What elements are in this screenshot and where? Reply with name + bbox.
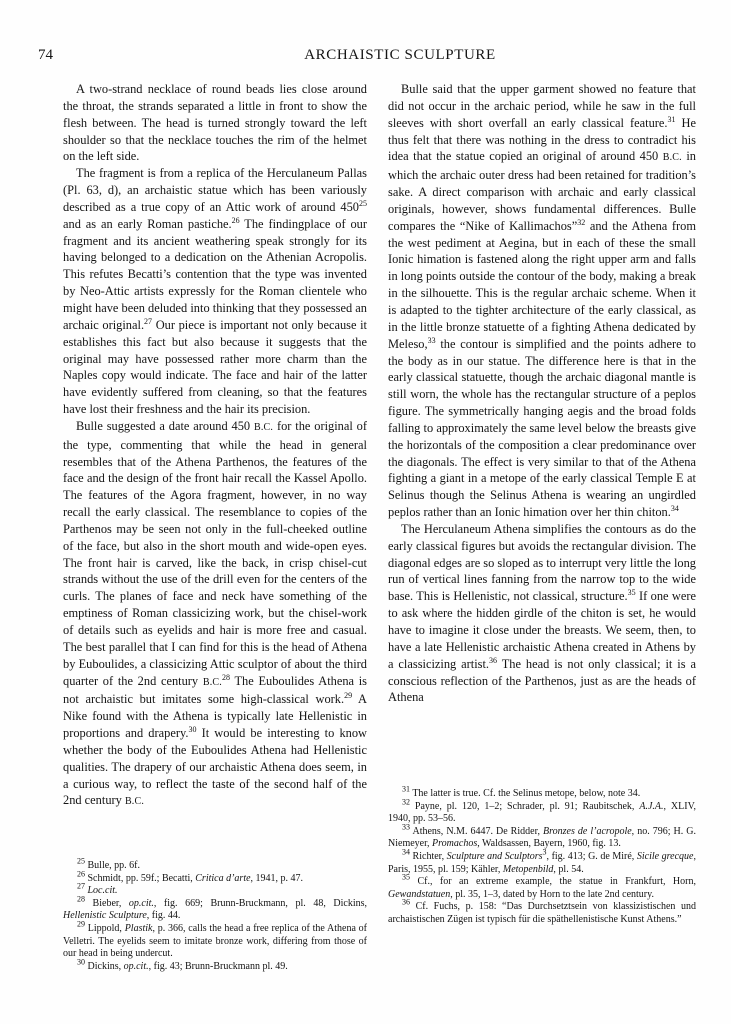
- text: , Paris, 1955, pl. 159; Kähler,: [388, 850, 696, 875]
- text: in which the archaic outer dress had been retained for tradition’s sake. A direct comparison with archaic and early classical originals, however, shows fundamental differences. Bulle compares the “Nike of Kallimachos”: [388, 149, 696, 233]
- text: , XLIV, 1940, pp. 53–56.: [388, 800, 697, 825]
- text: the contour is simplified and the points adhere to the body as in our statue. The difference here is that in the early classical statuette, though the archaic diagonal mantle is still worn, the whole has the rectangular structure of a peplos figure. The symmetrically hanging aegis and the broad folds falling to approximately the same level below the breasts give the horizontals of the composition a clear predominance over the diagonals. The effect is very similar to that of the Athena fighting a giant in a metope of the early classical Temple E at Selinus though the Selinus Athena is wearing an ungirdled peplos rather than an Ionic himation over her thin chiton.: [388, 336, 696, 520]
- italic-title: A.J.A.: [639, 800, 664, 812]
- text: Dickins,: [85, 960, 124, 972]
- edition-number: 3: [542, 847, 547, 857]
- footnote-number: 30: [77, 957, 85, 967]
- text: He thus felt that there was nothing in the dress to contradict his idea that the statue copied an original of around 450: [388, 115, 696, 164]
- paragraph-necklace: [63, 81, 367, 165]
- footnote-30: [63, 957, 367, 974]
- era-bc: B.C.: [124, 796, 145, 808]
- paragraph-fragment: [63, 165, 367, 418]
- era-bc: B.C.: [662, 152, 682, 164]
- text: A two-strand necklace of round beads lies close around the throat, the strands separated a little in front to show the flesh between. The head is turned strongly toward the left shoulder so that the necklace touches the rim of the helmet on the left side.: [63, 82, 367, 164]
- text: The findingplace of our fragment and its ancient weathering speak strongly for its having belonged to a dedication on the Athenian Acropolis. This refutes Becatti’s contention that the type was invented by Neo-Attic artists expressly for the Roman clientele who might have been deluded into thinking that they possessed an archaic original.: [63, 216, 367, 332]
- text: and the Athena from the west pediment at Aegina, but in each of these the small Ionic himation is fastened along the right upper arm and falls in long points outside the contour of the body, making a break in the silhouette. This is the regular archaic scheme. When it is adapted to the tighter architecture of the early classical, as in the little bronze statuette of a fighting Athena dedicated by Meleso,: [388, 218, 696, 351]
- text: for the original of the type, commenting that while the head in general resembles that of the Athena Parthenos, the features of the face and the design of the front hair recall the Kassel Apollo. The features of the Agora fragment, however, in no way recall the early classical. The resemblance to copies of the Parthenos may be seen not only in the full-cheeked outline of the face, but also in the short mouth and wide-open eyes. The front hair is carved, like the back, in crisp chisel-cut strands without the use of the drill even for the centers of the curls. The planes of face and neck have something of the emptiness of Roman classicizing work, but the chisel-work of details such as eyelids and hair is more free and casual. The best parallel that I can find for this is the head of Athena by Euboulides, a classicizing Attic sculptor of about the third quarter of the 2nd century: [63, 418, 367, 688]
- text: , fig. 44.: [146, 910, 181, 922]
- footnote-ref-33: 33: [427, 335, 436, 345]
- text: Bulle, pp. 6f.: [85, 860, 140, 871]
- text: If one were to ask where the hidden girdle of the chiton is set, he would have to imagine it close under the breasts. We seem, then, to have a late Hellenistic archaistic Athena created in Athens by a classicizing artist.: [388, 589, 696, 671]
- text: , p. 366, calls the head a free replica of the Athena of Velletri. The eyelids seem to imitate bronze work, differing from those of our head in being undercut.: [63, 922, 367, 960]
- era-bc: B.C.: [202, 676, 222, 688]
- era-bc: B.C.: [253, 421, 274, 433]
- footnote-25: [63, 856, 367, 873]
- italic-title: Gewandstatuen: [388, 888, 451, 900]
- text: Bulle said that the upper garment showed no feature that did not occur in the archaic period, while he saw in the full sleeves with short overfall an early classical feature.: [388, 82, 696, 130]
- footnote-ref-31: 31: [667, 114, 676, 124]
- footnote-27: [63, 881, 367, 898]
- footnote-ref-28: 28: [222, 672, 230, 682]
- footnote-ref-25: 25: [359, 198, 367, 208]
- text: , pl. 54.: [553, 863, 584, 875]
- footnote-31: [388, 784, 696, 801]
- footnote-29: [63, 919, 367, 961]
- text: Cf., for an extreme example, the statue in Frankfurt, Horn,: [410, 876, 696, 888]
- text: Athens, N.M. 6447. De Ridder,: [410, 825, 544, 837]
- footnote-ref-35: 35: [627, 588, 636, 598]
- left-column: [63, 81, 367, 811]
- text: Cf. Fuchs, p. 158: “Das Durchsetztsein von klassizistischen und archaistischen Zügen ist typisch für die späthellenistische Kunst Athens.”: [388, 901, 696, 925]
- footnote-number: 29: [77, 919, 85, 929]
- footnote-ref-36: 36: [489, 655, 498, 665]
- italic-title: Sicile grecque: [636, 850, 694, 862]
- footnotes-right: [388, 784, 697, 927]
- footnote-number: 26: [77, 869, 85, 879]
- italic-title: Promachos: [432, 838, 478, 850]
- text: Bieber,: [85, 897, 129, 909]
- text: A Nike found with the Athena is typically late Hellenistic in proportions and drapery.: [63, 692, 367, 741]
- footnote-28: [63, 894, 367, 923]
- text: The latter is true. Cf. the Selinus metope, below, note 34.: [410, 788, 641, 799]
- footnote-26: [63, 869, 367, 886]
- text: , pl. 35, 1–3, dated by Horn to the late 2nd century.: [450, 888, 654, 900]
- text: The fragment is from a replica of the Herculaneum Pallas (Pl. 63, d), an archaistic statue which has been variously described as a true copy of an Attic work of around 450: [63, 166, 367, 214]
- text: It would be interesting to know whether the body of the Euboulides Athena had Hellenistic qualities. The drapery of our archaistic Athena does seem, in a curious way, to reflect the taste of the second half of the 2nd century: [63, 726, 367, 808]
- running-head: ARCHAISTIC SCULPTURE: [304, 47, 496, 63]
- text: The head is not only classical; it is a conscious reflection of the Parthenos, just as are the heads of Athena: [388, 656, 696, 705]
- paragraph-herculaneum: [388, 521, 696, 706]
- footnote-ref-34: 34: [670, 503, 679, 513]
- footnotes-left: [63, 856, 367, 973]
- footnote-35: [388, 872, 696, 901]
- text: Our piece is important not only because it establishes this fact but also because it suggests that the original may have possessed rather more charm than the Naples copy would indicate. The face and hair of the latter have evidently suffered from cleaning, so that the features have lost their freshness and the hair its precision.: [63, 317, 367, 417]
- text: Lippold,: [85, 922, 125, 934]
- footnote-34: [388, 847, 696, 876]
- text: , fig. 43; Brunn-Bruckmann pl. 49.: [148, 960, 288, 972]
- italic-title: Hellenistic Sculpture: [63, 910, 147, 922]
- footnote-number: 34: [402, 847, 410, 857]
- footnote-number: 33: [402, 822, 410, 832]
- italic-title: Bronzes de l’acropole: [543, 825, 632, 837]
- text: , Waldsassen, Bayern, 1960, fig. 13.: [477, 838, 621, 850]
- paragraph-upper-garment: [388, 81, 696, 521]
- footnote-number: 32: [402, 797, 410, 807]
- text: The Euboulides Athena is not archaistic but imitates some high-classical work.: [63, 673, 368, 707]
- footnote-number: 27: [77, 881, 85, 891]
- italic-title: Loc.cit.: [85, 885, 118, 897]
- footnote-number: 36: [402, 898, 410, 908]
- italic-title: Sculpture and Sculptors: [446, 850, 543, 862]
- page-number: 74: [38, 47, 53, 63]
- italic-title: Critica d’arte: [195, 872, 251, 884]
- text: , fig. 669; Brunn-Bruckmann, pl. 48, Dickins,: [153, 897, 367, 909]
- text: Schmidt, pp. 59f.; Becatti,: [85, 872, 196, 884]
- text: , fig. 413; G. de Miré,: [546, 850, 637, 862]
- italic-title: Metopenbild: [502, 863, 554, 875]
- italic-title: op.cit.: [123, 960, 149, 972]
- footnote-number: 28: [77, 894, 85, 904]
- footnote-ref-32: 32: [577, 217, 586, 227]
- footnote-number: 35: [402, 872, 410, 882]
- text: Richter,: [410, 850, 447, 862]
- footnote-36: [388, 898, 696, 926]
- right-column: [388, 81, 696, 706]
- italic-title: Plastik: [124, 922, 153, 934]
- text: and as an early Roman pastiche.: [63, 216, 232, 231]
- footnote-number: 31: [402, 784, 410, 794]
- text: Payne, pl. 120, 1–2; Schrader, pl. 91; Raubitschek,: [410, 800, 640, 812]
- paragraph-bulle-date: [63, 418, 367, 811]
- footnote-ref-26: 26: [231, 215, 240, 225]
- text: The Herculaneum Athena simplifies the contours as do the early classical figures but avoids the rectangular division. The diagonal edges are so sloped as to interrupt very little the long run of vertical lines fanning from the narrow top to the wide base. This is Hellenistic, not classical, structure.: [388, 521, 696, 604]
- italic-title: op.cit.: [128, 897, 154, 909]
- text: Bulle suggested a date around 450: [76, 418, 254, 433]
- footnote-number: 25: [77, 856, 85, 866]
- footnote-ref-29: 29: [344, 691, 353, 701]
- text: , 1941, p. 47.: [250, 872, 304, 884]
- footnote-ref-27: 27: [144, 316, 153, 326]
- footnote-32: [388, 797, 697, 826]
- footnote-ref-30: 30: [188, 724, 197, 734]
- text: , no. 796; H. G. Niemeyer,: [388, 825, 696, 850]
